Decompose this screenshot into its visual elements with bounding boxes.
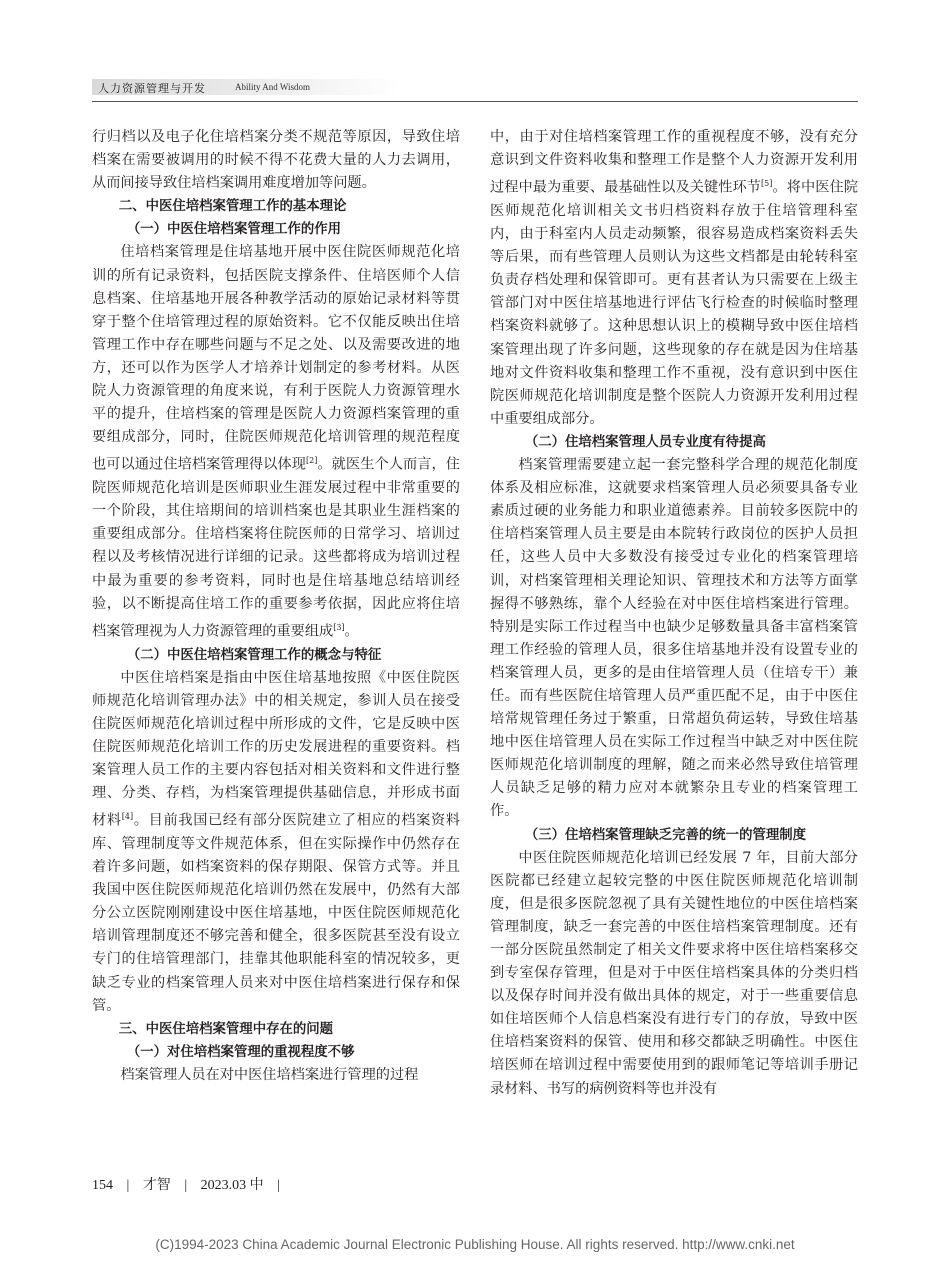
paragraph-text: 住培档案管理是住培基地开展中医住院医师规范化培训的所有记录资料，包括医院支撑条件、住培医师个人信息档案、住培基地开展各种教学活动的原始记录材料等贯穿于整个住培管理过程的原始资料。它不仅能反映出住培管理工作中存在哪些问题与不足之处、以及需要改进的地方，还可以作为医学人才培养计划制定的参考材料。从医院人力资源管理的角度来说，有利于医院人力资源管理水平的提升，住培档案的管理是医院人力资源档案管理的重要组成部分，同时，住院医师规范化培训管理的规范程度也可以通过住培档案管理得以体现 bbox=[92, 244, 460, 474]
subsection-heading: （三）住培档案管理缺乏完善的统一的管理制度 bbox=[524, 827, 807, 843]
subsection-heading: （二）中医住培档案管理工作的概念与特征 bbox=[126, 647, 382, 663]
paragraph-text: 。目前我国已经有部分医院建立了相应的档案资料库、管理制度等文件规范体系，但在实际操作中仍然存在着许多问题，如档案资料的保存期限、保管方式等。并且我国中医住院医师规范化培训仍然在发展中，仍然有大部分公立医院刚刚建设中医住培基地，中医住院医师规范化培训管理制度还不够完善和健全，很多医院甚至没有设立专门的住培管理部门，挂靠其他职能科室的情况较多，更缺乏专业的档案管理人员来对中医住培档案进行保存和保管。 bbox=[92, 812, 460, 1014]
right-column bbox=[490, 126, 858, 1101]
subsection-heading: （一）中医住培档案管理工作的作用 bbox=[126, 222, 342, 238]
citation: [5] bbox=[761, 179, 773, 189]
paragraph-text: 。就医生个人而言，住院医师规范化培训是医师职业生涯发展过程中非常重要的一个阶段，其住培期间的培训档案也是其职业生涯档案的重要组成部分。住培档案将住院医师的日常学习、培训过程以及考核情况进行详细的记录。这些都将成为培训过程中最为重要的参考资料，同时也是住培基地总结培训经验，以不断提高住培工作的重要参考依据，因此应将住培档案管理视为人力资源管理的重要组成 bbox=[92, 457, 460, 640]
footer-separator: | bbox=[184, 1178, 188, 1193]
paragraph: 档案管理人员在对中医住培档案进行管理的过程 bbox=[120, 1066, 419, 1083]
copyright-notice: (C)1994-2023 China Academic Journal Electronic Publishing House. All rights reserved. http://www.cnki.net bbox=[155, 1237, 795, 1252]
journal-issue: 2023.03 中 bbox=[200, 1178, 264, 1193]
section-heading: 二、中医住培档案管理工作的基本理论 bbox=[118, 199, 347, 215]
journal-section-label: 人力资源管理与开发 bbox=[98, 82, 206, 95]
journal-name: 才智 bbox=[142, 1178, 171, 1193]
paragraph-text: 。 bbox=[344, 623, 359, 640]
paragraph: 档案管理需要建立起一套完整科学合理的规范化制度体系及相应标准，这就要求档案管理人员必须要具备专业素质过硬的业务能力和职业道德素养。目前较多医院中的住培档案管理人员主要是由本院转行政岗位的医护人员担任，这些人员中大多数没有接受过专业化的档案管理培训，对档案管理相关理论知识、管理技术和方法等方面掌握得不够熟练，靠个人经验在对中医住培档案进行管理。特别是实际工作过程当中也缺少足够数量具备丰富档案管理工作经验的管理人员，很多住培基地并没有设置专业的档案管理人员，更多的是由住培管理人员（住培专干）兼任。而有些医院住培管理人员严重匹配不足，由于中医住培常规管理任务过于繁重，日常超负荷运转，导致住培基地中医住培管理人员在实际工作过程当中缺乏对中医住院医师规范化培训制度的理解，随之而来必然导致住培管理人员缺乏足够的精力应对本就繁杂且专业的档案管理工作。 bbox=[490, 457, 858, 820]
page-number: 154 bbox=[92, 1178, 113, 1193]
subsection-heading: （一）对住培档案管理的重视程度不够 bbox=[126, 1044, 355, 1060]
journal-subtitle: Ability And Wisdom bbox=[235, 82, 310, 92]
paragraph: 中医住院医师规范化培训已经发展 7 年，目前大部分医院都已经建立起较完整的中医住院医师规范化培训制度，但是很多医院忽视了具有关键性地位的中医住培档案管理制度，缺乏一套完善的中医住培档案管理制度。还有一部分医院虽然制定了相关文件要求将中医住培档案移交到专室保存管理，但是对于中医住培档案具体的分类归档以及保存时间并没有做出具体的规定，对于一些重要信息如住培医师个人信息档案没有进行专门的存放，导致中医住培档案资料的保管、使用和移交都缺乏明确性。中医住培医师在培训过程中需要使用到的跟师笔记等培训手册记录材料、书写的病例资料等也并没有 bbox=[490, 849, 858, 1097]
section-heading: 三、中医住培档案管理中存在的问题 bbox=[118, 1021, 334, 1037]
page-footer bbox=[92, 1174, 290, 1194]
footer-separator: | bbox=[126, 1178, 130, 1193]
paragraph: 行归档以及电子化住培档案分类不规范等原因，导致住培档案在需要被调用的时候不得不花费大量的人力去调用，从而间接导致住培档案调用难度增加等问题。 bbox=[92, 129, 460, 192]
paragraph bbox=[92, 241, 460, 643]
citation: [4] bbox=[121, 812, 134, 822]
paragraph-text: 中医住培档案是指由中医住培基地按照《中医住院医师规范化培训管理办法》中的相关规定，参训人员在接受住院医师规范化培训过程中所形成的文件，它是反映中医住院医师规范化培训工作的历史发展进程的重要资料。档案管理人员工作的主要内容包括对相关资料和文件进行整理、分类、存档，为档案管理提供基础信息，并形成书面材料 bbox=[92, 669, 460, 829]
footer-separator: | bbox=[277, 1178, 280, 1193]
paragraph bbox=[92, 667, 460, 1018]
header-divider bbox=[92, 101, 858, 102]
citation: [3] bbox=[333, 622, 345, 632]
citation: [2] bbox=[305, 456, 318, 466]
paragraph-text: 中，由于对住培档案管理工作的重视程度不够，没有充分意识到文件资料收集和整理工作是整个人力资源开发利用过程中最为重要、最基础性以及关键性环节 bbox=[490, 129, 858, 196]
subsection-heading: （二）住培档案管理人员专业度有待提高 bbox=[524, 434, 766, 450]
left-column bbox=[92, 126, 460, 1087]
paragraph bbox=[490, 126, 858, 431]
paragraph-text: 。将中医住院医师规范化培训相关文书归档资料存放于住培管理科室内，由于科室内人员走动频繁，很容易造成档案资料丢失等后果，而有些管理人员则认为这些文档都是由轮转科室负责存档处理和保管即可。更有甚者认为只需要在上级主管部门对中医住培基地进行评估飞行检查的时候临时整理档案资料就够了。这种思想认识上的模糊导致中医住培档案管理出现了许多问题，这些现象的存在就是因为住培基地对文件资料收集和整理工作不重视，没有意识到中医住院医师规范化培训制度是整个医院人力资源开发利用过程中重要组成部分。 bbox=[490, 179, 858, 427]
